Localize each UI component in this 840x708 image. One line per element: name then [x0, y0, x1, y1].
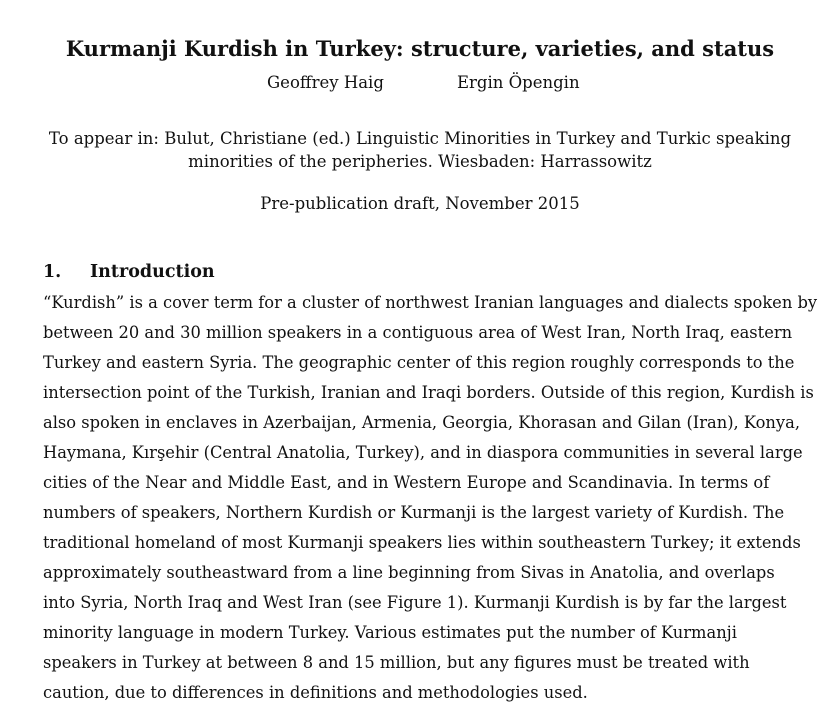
paragraph-line: Haymana, Kırşehir (Central Anatolia, Turkey), and in diaspora communities in several large	[43, 443, 803, 462]
paragraph-line: caution, due to differences in definitions and methodologies used.	[43, 683, 588, 702]
author-name: Ergin Öpengin	[457, 73, 580, 92]
paragraph-line: approximately southeastward from a line beginning from Sivas in Anatolia, and overlaps	[43, 563, 775, 582]
paragraph-line: “Kurdish” is a cover term for a cluster of northwest Iranian languages and dialects spoken by	[43, 293, 818, 312]
publication-note-line: minorities of the peripheries. Wiesbaden: Harrassowitz	[188, 152, 652, 171]
draft-note: Pre-publication draft, November 2015	[260, 194, 580, 213]
paragraph-line: intersection point of the Turkish, Iranian and Iraqi borders. Outside of this region, Kurdish is	[43, 383, 814, 402]
paragraph-line: minority language in modern Turkey. Various estimates put the number of Kurmanji	[43, 623, 737, 642]
publication-note	[40, 127, 800, 173]
author-list	[0, 73, 840, 97]
author-name: Geoffrey Haig	[267, 73, 384, 92]
section-heading	[43, 262, 215, 282]
paragraph-line: cities of the Near and Middle East, and in Western Europe and Scandinavia. In terms of	[43, 473, 770, 492]
paragraph-line: between 20 and 30 million speakers in a contiguous area of West Iran, North Iraq, eastern	[43, 323, 793, 342]
body-paragraph	[43, 288, 823, 708]
paragraph-line: speakers in Turkey at between 8 and 15 million, but any figures must be treated with	[43, 653, 750, 672]
section-title: Introduction	[90, 262, 215, 282]
paragraph-line: also spoken in enclaves in Azerbaijan, Armenia, Georgia, Khorasan and Gilan (Iran), Konya,	[43, 413, 800, 432]
section-number: 1.	[43, 262, 62, 282]
publication-note-line: To appear in: Bulut, Christiane (ed.) Linguistic Minorities in Turkey and Turkic speaking	[48, 129, 792, 148]
paragraph-line: traditional homeland of most Kurmanji speakers lies within southeastern Turkey; it extends	[43, 533, 801, 552]
paragraph-line: numbers of speakers, Northern Kurdish or Kurmanji is the largest variety of Kurdish. The	[43, 503, 785, 522]
paragraph-line: into Syria, North Iraq and West Iran (see Figure 1). Kurmanji Kurdish is by far the largest	[43, 593, 787, 612]
paper-title: Kurmanji Kurdish in Turkey: structure, varieties, and status	[65, 36, 775, 61]
paragraph-line: Turkey and eastern Syria. The geographic center of this region roughly corresponds to the	[43, 353, 795, 372]
